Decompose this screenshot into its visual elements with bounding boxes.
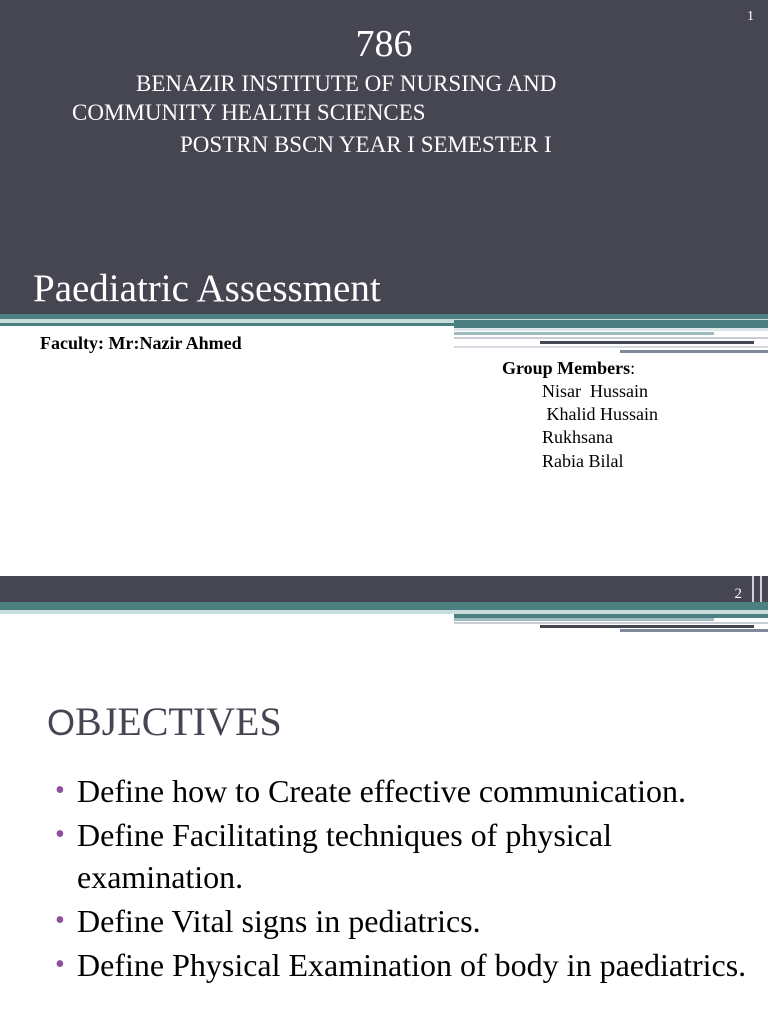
group-member: Rukhsana [542,427,613,447]
group-member: Rabia Bilal [542,451,624,471]
list-item [55,944,755,986]
bullet-icon: • [55,905,65,936]
institute-line-1: BENAZIR INSTITUTE OF NURSING AND [136,71,557,96]
list-item [55,814,755,898]
objective-text: Define Vital signs in pediatrics. [77,903,481,939]
heading-number: 786 [355,23,413,65]
slide-number: 1 [747,9,754,24]
bullet-icon: • [55,775,65,806]
objective-text: Define how to Create effective communication. [77,773,686,809]
institute-line-2: COMMUNITY HEALTH SCIENCES [72,100,426,125]
objectives-slide [0,576,768,1024]
slide-number: 2 [734,586,742,602]
group-members-label: Group Members [502,358,631,378]
objective-text: Define Facilitating techniques of physical examination. [77,817,612,895]
objectives-title-rest: BJECTIVES [75,699,282,744]
group-members-colon: : [630,358,636,378]
presentation-title: Paediatric Assessment [33,267,381,310]
objectives-title [47,698,282,745]
objectives-list [55,770,755,988]
list-item [55,900,755,942]
bullet-icon: • [55,949,65,980]
group-members-heading [502,358,635,379]
header-band [0,576,768,602]
group-member: Khalid Hussain [542,404,658,424]
list-item [55,770,755,812]
program-line: POSTRN BSCN YEAR I SEMESTER I [180,132,552,157]
bullet-icon: • [55,819,65,850]
group-member: Nisar Hussain [542,381,648,401]
faculty-label: Faculty: Mr:Nazir Ahmed [40,333,242,353]
objectives-title-first-letter: O [47,702,76,743]
objective-text: Define Physical Examination of body in paediatrics. [77,947,747,983]
